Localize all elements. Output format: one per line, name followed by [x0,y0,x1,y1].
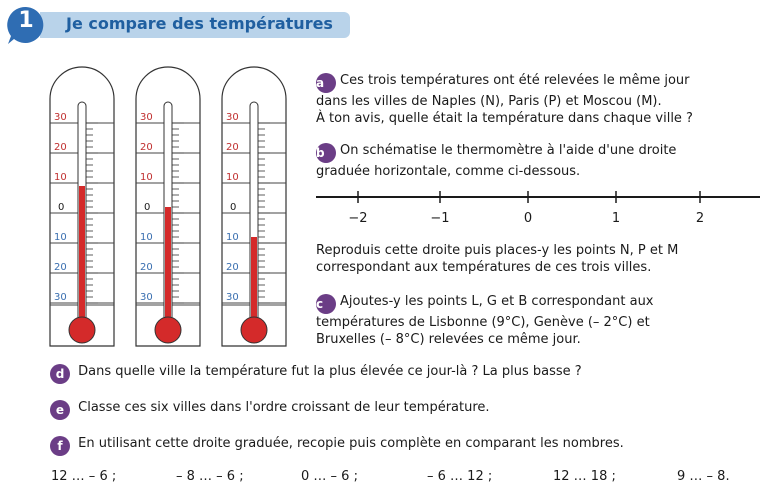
scale-label: 10 [226,172,239,183]
scale-label: 30 [140,292,153,303]
number-line-tick-label: −2 [348,211,368,226]
badge-a: a [316,73,336,93]
question-f [50,435,624,456]
scale-label: 0 [144,202,151,213]
mercury-column [251,237,257,330]
thermometer [136,67,200,346]
scale-label: 30 [54,292,67,303]
thermometer [50,67,114,346]
scale-label: 10 [54,172,67,183]
question-b-line2: graduée horizontale, comme ci-dessous. [316,164,581,179]
reproduce-line1: Reproduis cette droite puis places-y les points N, P et M [316,243,679,258]
question-a [316,72,757,127]
question-b [316,142,757,180]
badge-c: c [316,294,336,314]
number-line-tick-label: 0 [523,211,533,226]
number-line-tick-label: 2 [695,211,705,226]
badge-d: d [50,364,70,384]
mercury-column [165,207,171,330]
thermometer-bulb [155,317,181,343]
scale-label: 30 [54,112,67,123]
scale-label: 0 [230,202,237,213]
scale-label: 20 [226,262,239,273]
exercise-number: 1 [18,8,34,33]
question-f-text: En utilisant cette droite graduée, recopie puis complète en comparant les nombres. [78,436,624,451]
question-c-line1: Ajoutes-y les points L, G et B correspondant aux [340,294,654,309]
question-e [50,399,490,420]
thermometer-bulb [69,317,95,343]
reproduce-line2: correspondant aux températures de ces trois villes. [316,260,652,275]
question-c-line3: Bruxelles (– 8°C) relevées ce même jour. [316,332,581,347]
scale-label: 30 [226,292,239,303]
scale-label: 10 [54,232,67,243]
scale-label: 20 [140,142,153,153]
thermometer [222,67,286,346]
number-line [310,185,766,230]
scale-label: 10 [226,232,239,243]
scale-label: 10 [140,172,153,183]
question-b-line1: On schématise le thermomètre à l'aide d'une droite [340,143,677,158]
scale-label: 20 [226,142,239,153]
reproduce-instruction [316,242,757,276]
thermometer-bulb [241,317,267,343]
scale-label: 20 [54,262,67,273]
comparison-item: 12 … – 6 ; [51,469,117,484]
question-c-line2: températures de Lisbonne (9°C), Genève (– 2°C) et [316,315,650,330]
comparison-item: 9 … – 8. [677,469,730,484]
comparison-item: 12 … 18 ; [553,469,616,484]
question-e-text: Classe ces six villes dans l'ordre croissant de leur température. [78,400,490,415]
comparison-item: – 8 … – 6 ; [176,469,244,484]
scale-label: 0 [58,202,65,213]
scale-label: 30 [226,112,239,123]
question-a-line1: Ces trois températures ont été relevées le même jour [340,73,690,88]
question-a-line2: dans les villes de Naples (N), Paris (P) et Moscou (M). [316,94,662,109]
comparison-item: – 6 … 12 ; [427,469,493,484]
scale-label: 30 [140,112,153,123]
number-line-tick-label: 1 [611,211,621,226]
scale-label: 20 [140,262,153,273]
scale-label: 10 [140,232,153,243]
number-line-tick-label: −1 [430,211,450,226]
badge-e: e [50,400,70,420]
question-d [50,363,582,384]
thermometers-figure [0,0,310,360]
scale-label: 20 [54,142,67,153]
exercise-title: Je compare des températures [66,14,333,33]
badge-b: b [316,143,336,163]
question-c [316,293,757,348]
mercury-column [79,186,85,330]
badge-f: f [50,436,70,456]
question-d-text: Dans quelle ville la température fut la plus élevée ce jour-là ? La plus basse ? [78,364,582,379]
comparison-item: 0 … – 6 ; [301,469,358,484]
question-a-line3: À ton avis, quelle était la température dans chaque ville ? [316,111,693,126]
